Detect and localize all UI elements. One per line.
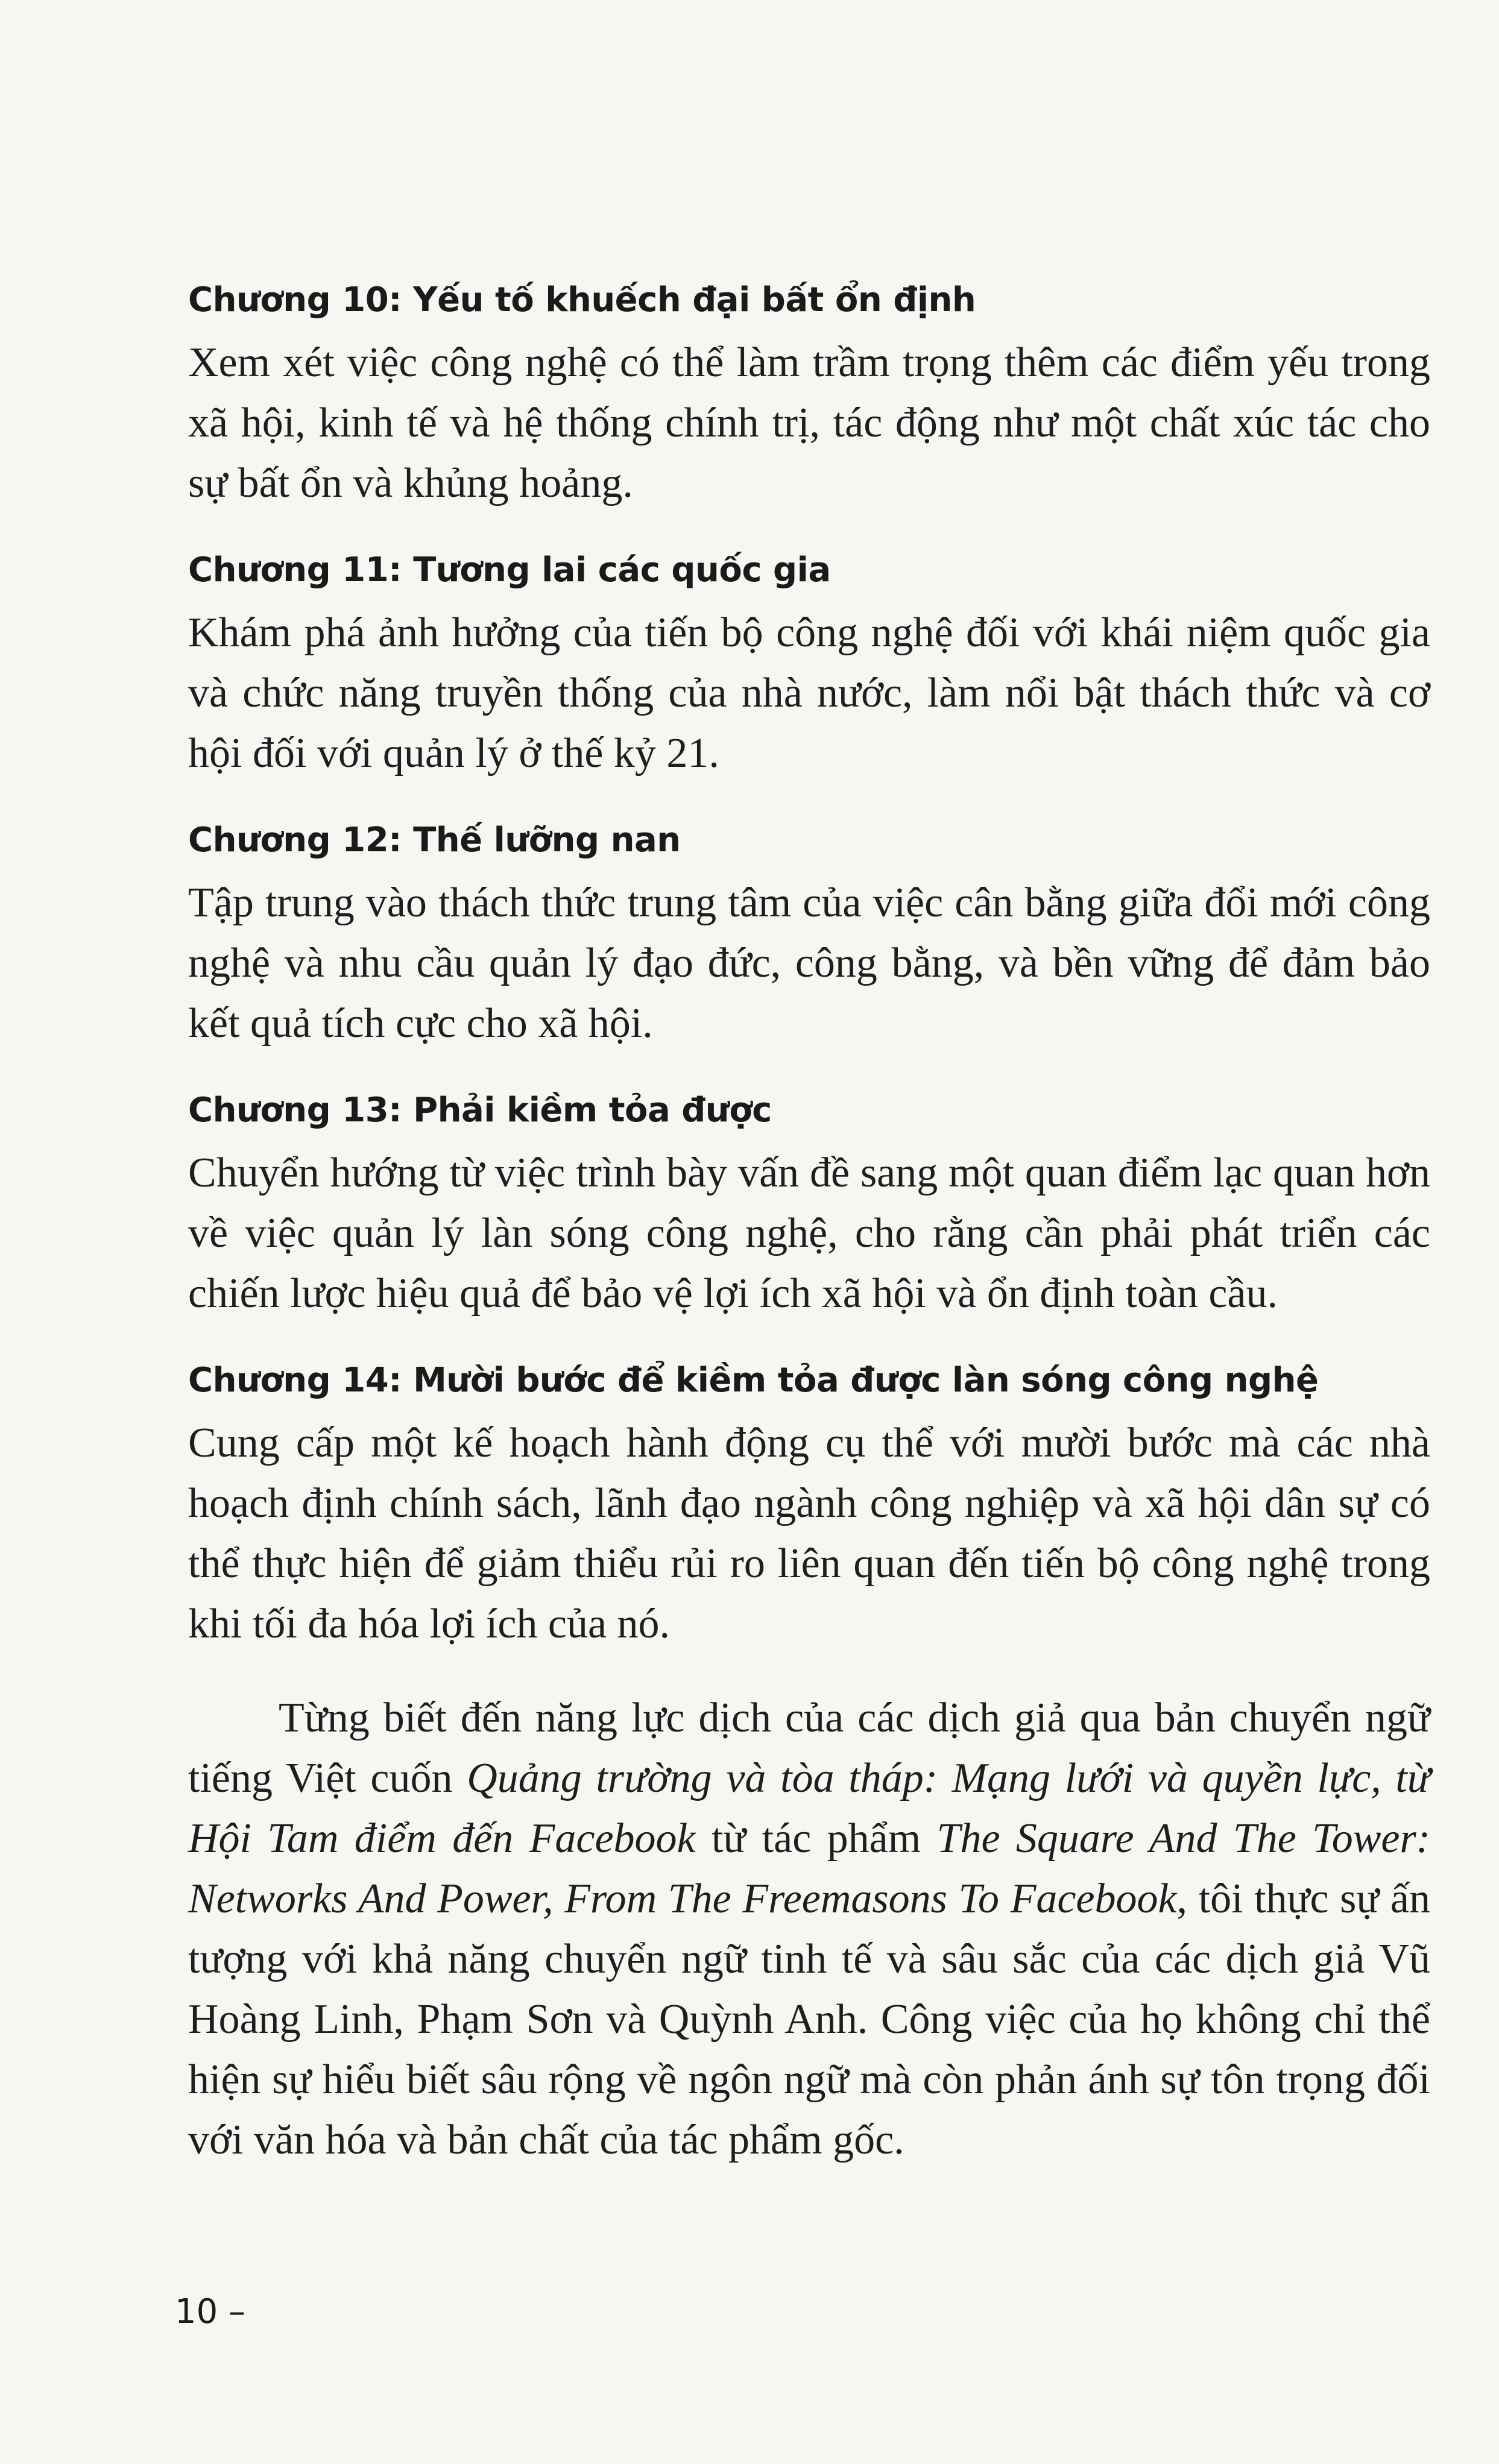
vietnamese-book-title: Quảng trường và tòa tháp: Mạng lưới và quyền lực, từ Hội Tam điểm đến Facebook <box>188 1755 1430 1862</box>
original-book-title: The Square And The Tower: Networks And Power, From The Freemasons To Facebook <box>188 1815 1431 1922</box>
chapter-title: Chương 14: Mười bước để kiềm tỏa được làn sóng công nghệ <box>188 1361 1319 1400</box>
chapter-description: Chuyển hướng từ việc trình bày vấn đề sang một quan điểm lạc quan hơn về việc quản lý làn sóng công nghệ, cho rằng cần phải phát triển các chiến lược hiệu quả để bảo vệ lợi ích xã hội và ổn định toàn cầu. <box>188 1150 1430 1317</box>
chapter-title: Chương 13: Phải kiềm tỏa được <box>188 1091 772 1130</box>
page-content <box>188 277 1430 2170</box>
chapter-summary <box>188 547 1430 784</box>
chapter-title: Chương 12: Thế lưỡng nan <box>188 821 681 860</box>
chapter-summary <box>188 1358 1430 1654</box>
translator-paragraph <box>188 1688 1430 2170</box>
chapter-title: Chương 11: Tương lai các quốc gia <box>188 550 831 590</box>
chapter-summary <box>188 277 1430 514</box>
paragraph-text: từ tác phẩm <box>695 1815 937 1862</box>
page-number: 10 – <box>175 2292 246 2331</box>
chapter-description: Tập trung vào thách thức trung tâm của việc cân bằng giữa đổi mới công nghệ và nhu cầu quản lý đạo đức, công bằng, và bền vững để đảm bảo kết quả tích cực cho xã hội. <box>188 880 1430 1047</box>
chapter-summary <box>188 1088 1430 1324</box>
chapter-description: Xem xét việc công nghệ có thể làm trầm trọng thêm các điểm yếu trong xã hội, kinh tế và hệ thống chính trị, tác động như một chất xúc tác cho sự bất ổn và khủng hoảng. <box>188 339 1430 506</box>
paragraph-text: Từng biết đến năng lực dịch của các dịch giả qua bản chuyển ngữ tiếng Việt cuốn <box>188 1695 1430 1801</box>
chapter-description: Cung cấp một kế hoạch hành động cụ thể với mười bước mà các nhà hoạch định chính sách, lãnh đạo ngành công nghiệp và xã hội dân sự có thể thực hiện để giảm thiểu rủi ro liên quan đến tiến bộ công nghệ trong khi tối đa hóa lợi ích của nó. <box>188 1420 1430 1647</box>
chapter-title: Chương 10: Yếu tố khuếch đại bất ổn định <box>188 280 976 320</box>
chapter-description: Khám phá ảnh hưởng của tiến bộ công nghệ đối với khái niệm quốc gia và chức năng truyền thống của nhà nước, làm nổi bật thách thức và cơ hội đối với quản lý ở thế kỷ 21. <box>188 610 1430 777</box>
paragraph-text: , tôi thực sự ấn tượng với khả năng chuyển ngữ tinh tế và sâu sắc của các dịch giả Vũ Hoàng Linh, Phạm Sơn và Quỳnh Anh. Công việc của họ không chỉ thể hiện sự hiểu biết sâu rộng về ngôn ngữ mà còn phản ánh sự tôn trọng đối với văn hóa và bản chất của tác phẩm gốc. <box>188 1876 1430 2163</box>
chapter-summary <box>188 818 1430 1054</box>
